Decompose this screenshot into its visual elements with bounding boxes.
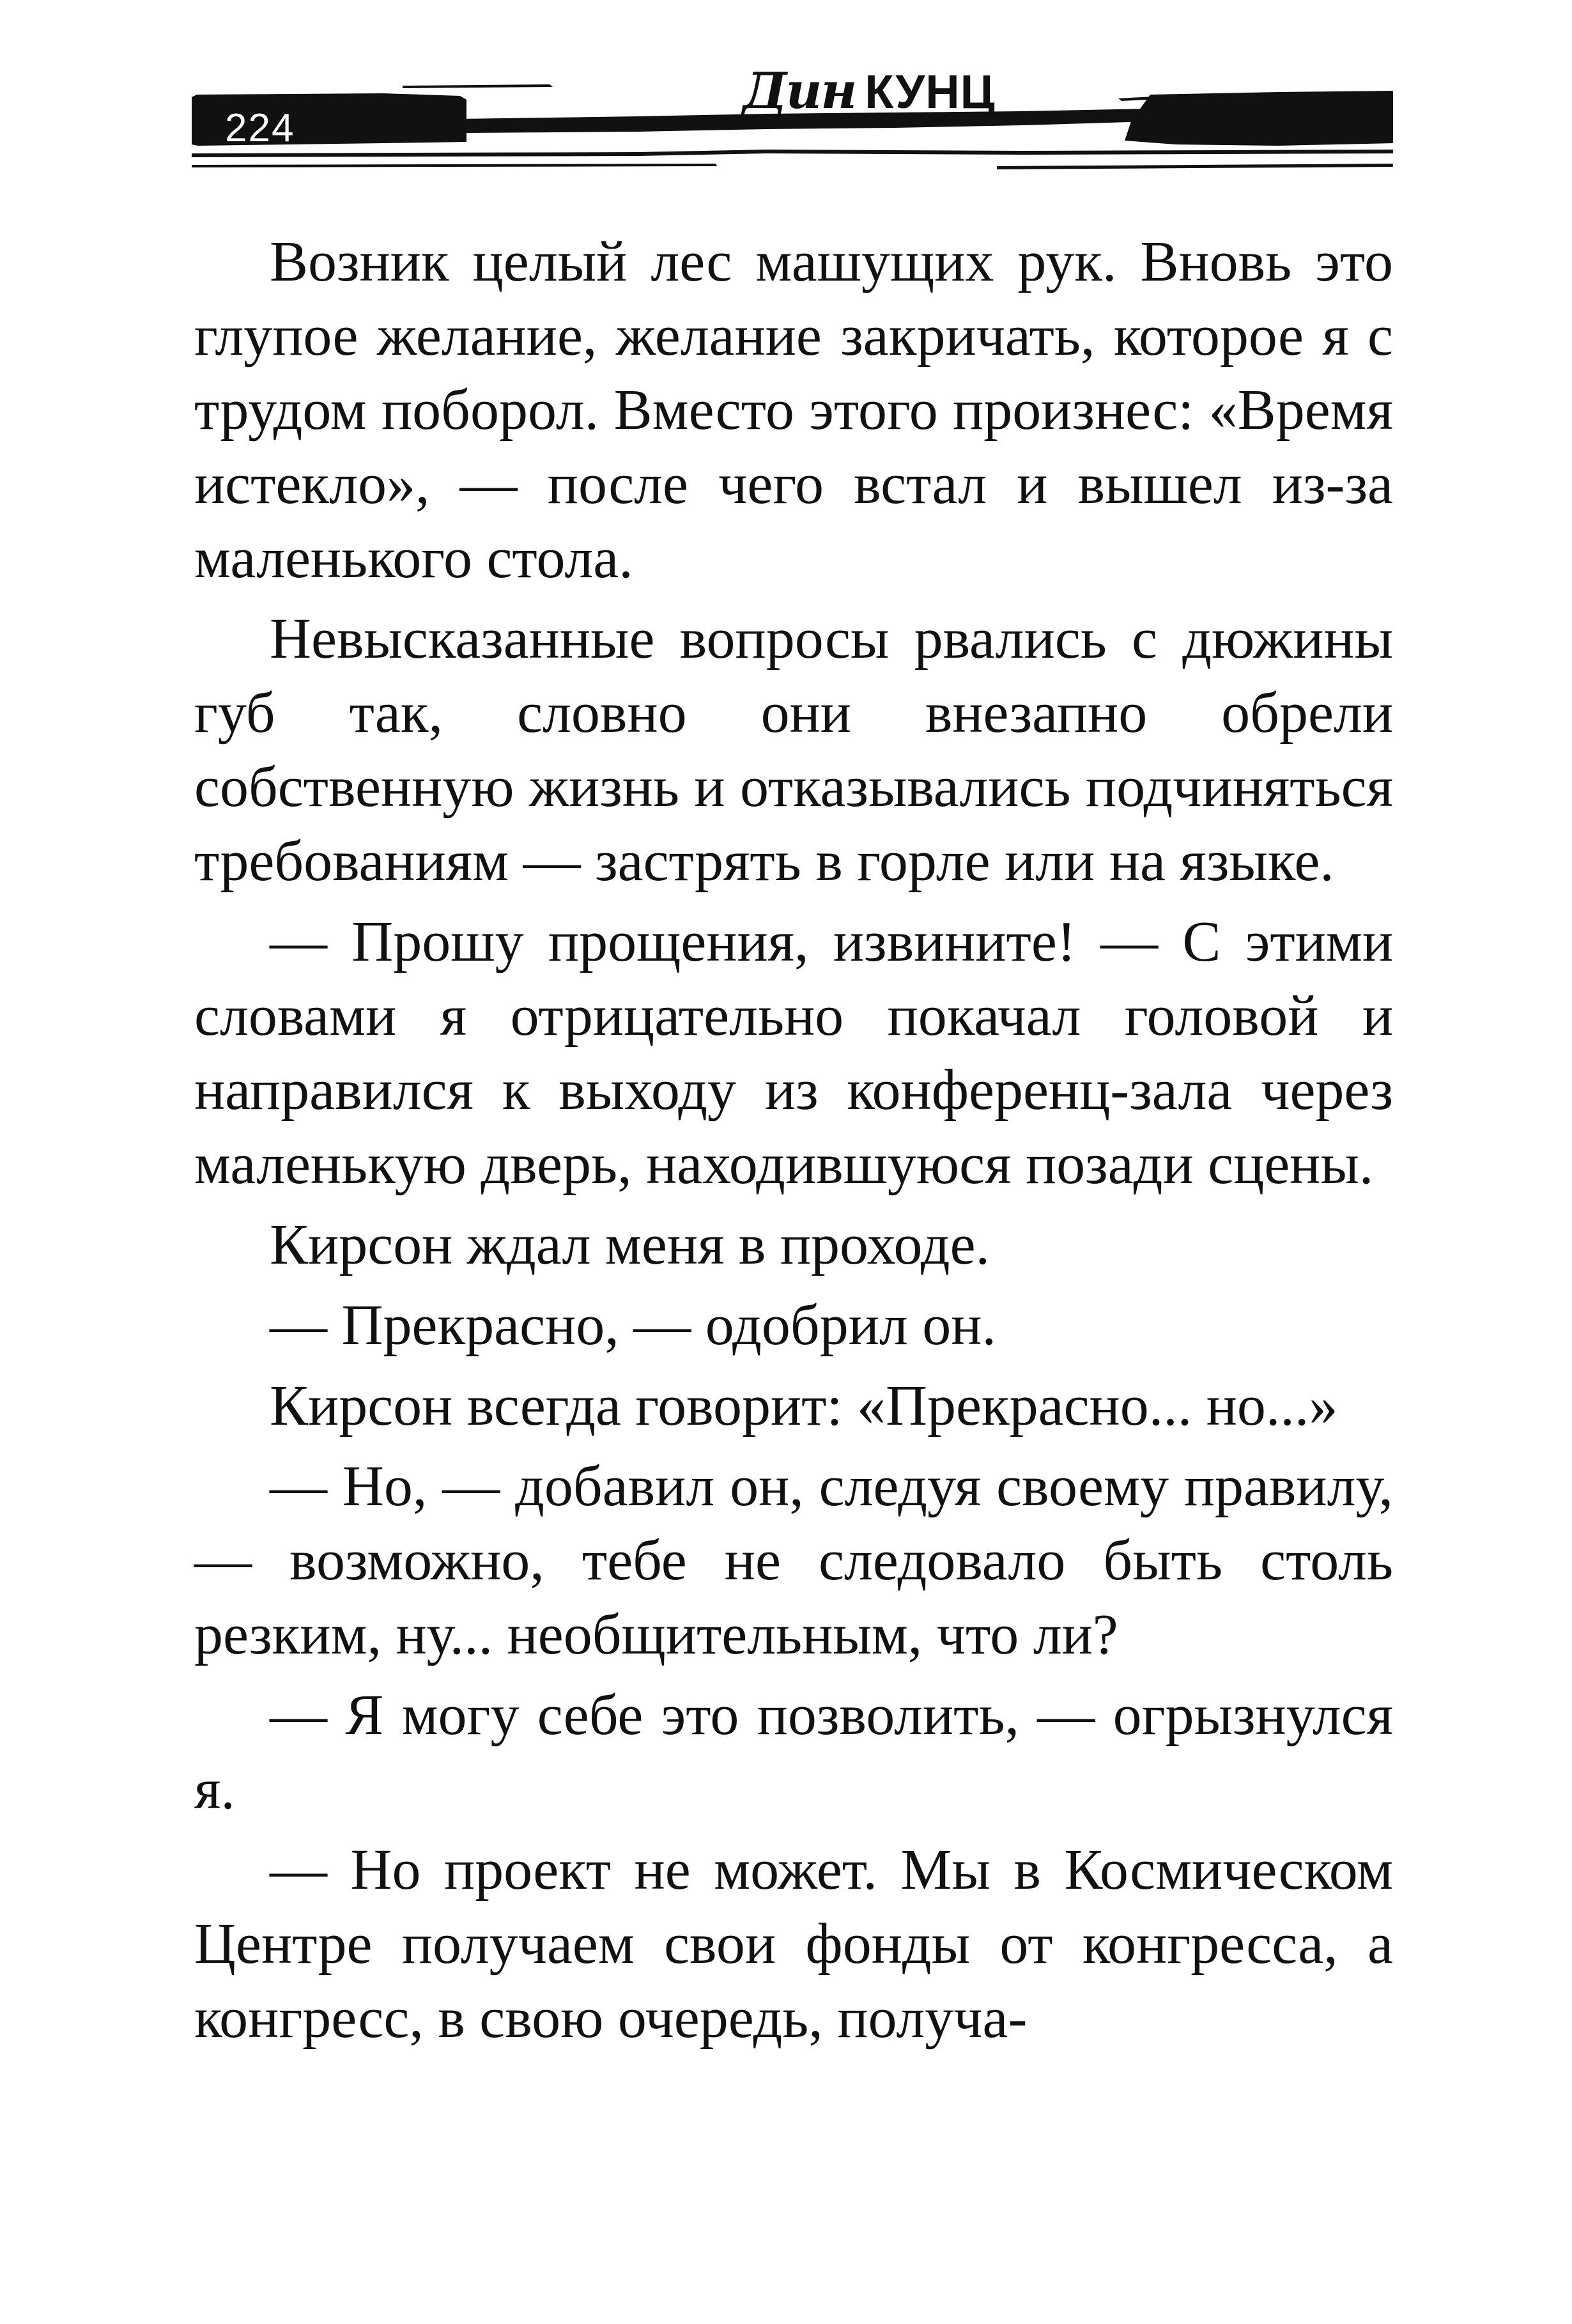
paragraph: Кирсон всегда говорит: «Прекрасно... но...» (270, 1374, 1338, 1437)
author-last-name: КУНЦ (865, 65, 996, 118)
paragraph: — Прекрасно, — одобрил он. (270, 1294, 996, 1357)
running-title (626, 62, 1112, 120)
author-first-name: Дин (743, 62, 856, 120)
page-number: 224 (225, 106, 295, 150)
running-header (192, 58, 1393, 198)
paragraph: Возник целый лес машущих рук. Вновь это глупое желание, желание закричать, которое я с трудом поборол. Вместо этого произнес: «Время истекло», — после чего встал и вышел из-за маленького стола. (194, 230, 1393, 590)
body-text (194, 225, 1393, 2062)
paragraph: — Но проект не может. Мы в Космическом Центре получаем свои фонды от конгресса, а конгресс, в свою очередь, получа- (194, 1838, 1393, 2050)
paragraph: — Но, — добавил он, следуя своему правилу, — возможно, тебе не следовало быть столь резким, ну... необщительным, что ли? (194, 1455, 1393, 1666)
paragraph: — Прошу прощения, извините! — С этими словами я отрицательно покачал головой и направился к выходу из конференц-зала через маленькую дверь, находившуюся позади сцены. (194, 910, 1393, 1196)
paragraph: Невысказанные вопросы рвались с дюжины губ так, словно они внезапно обрели собственную жизнь и отказывались подчиняться требованиям — застрять в горле или на языке. (194, 607, 1393, 893)
paragraph: — Я могу себе это позволить, — огрызнулся я. (194, 1684, 1393, 1821)
paragraph: Кирсон ждал меня в проходе. (270, 1213, 990, 1276)
